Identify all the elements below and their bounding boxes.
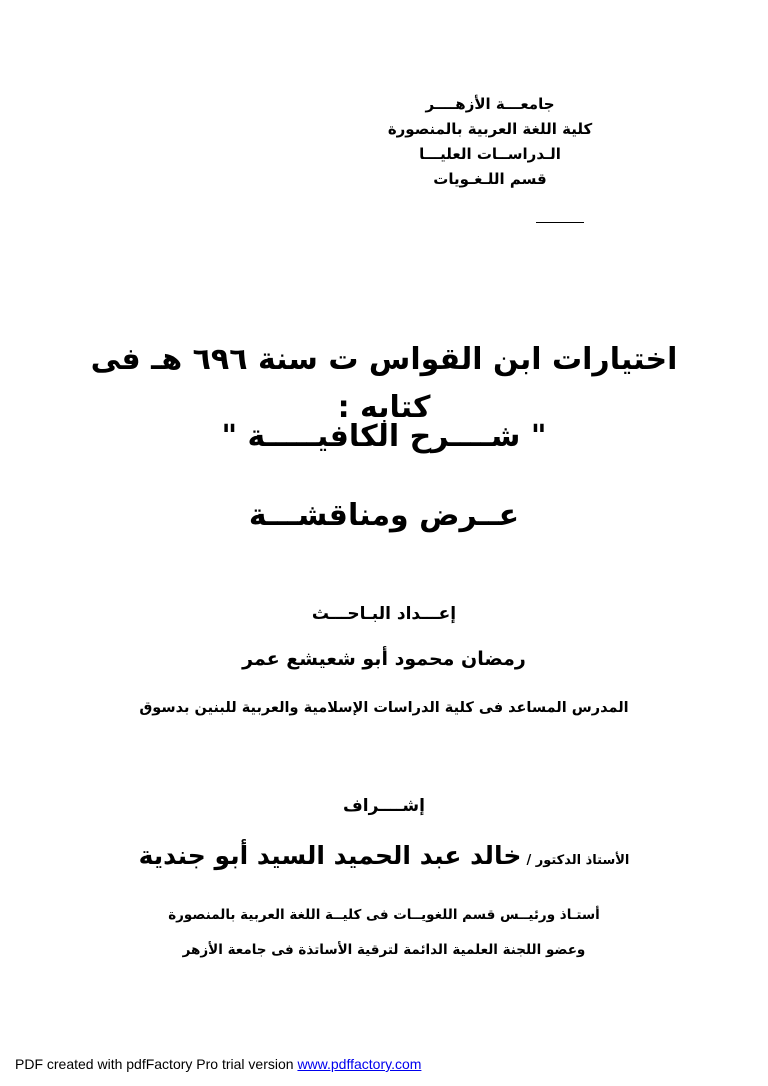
researcher-title: المدرس المساعد فى كلية الدراسات الإسلامية والعربية للبنين بدسوق [139,700,629,716]
faculty-name: كلية اللغة العربية بالمنصورة [387,120,593,138]
thesis-title-line2: " شــــرح الكافيـــــة " [221,419,547,454]
pdf-footer [15,1056,421,1072]
footer-link[interactable]: www.pdffactory.com [297,1056,422,1072]
thesis-title-line3: عــرض ومناقشـــة [248,498,520,533]
supervision-label: إشــــراف [343,796,425,816]
supervisor-prefix: الأستاذ الدكتور / [526,853,630,868]
supervisor-desc-line1: أستـاذ ورئيــس قسم اللغويــات فى كليــة اللغة العربية بالمنصورة [168,907,600,923]
supervisor-name: خالد عبد الحميد السيد أبو جندية [138,841,522,870]
researcher-name: رمضان محمود أبو شعيشع عمر [242,648,526,670]
supervisor-desc-line2: وعضو اللجنة العلمية الدائمة لترقية الأساتذة فى جامعة الأزهر [182,942,586,958]
department-name: الـدراســات العليـــا [419,145,561,163]
section-name: قسم اللـغـويات [433,170,547,188]
footer-text: PDF created with pdfFactory Pro trial version [15,1056,294,1072]
header-divider [536,222,584,223]
university-name: جامعـــة الأزهــــر [425,95,555,113]
prepared-by-label: إعـــداد البـاحـــث [311,604,457,624]
institution-header [360,92,620,192]
supervisor-line [90,836,678,881]
supervisor-description [90,898,678,968]
thesis-title-line1: اختيارات ابن القواس ت سنة ٦٩٦ هـ فى كتابه : [90,342,678,425]
